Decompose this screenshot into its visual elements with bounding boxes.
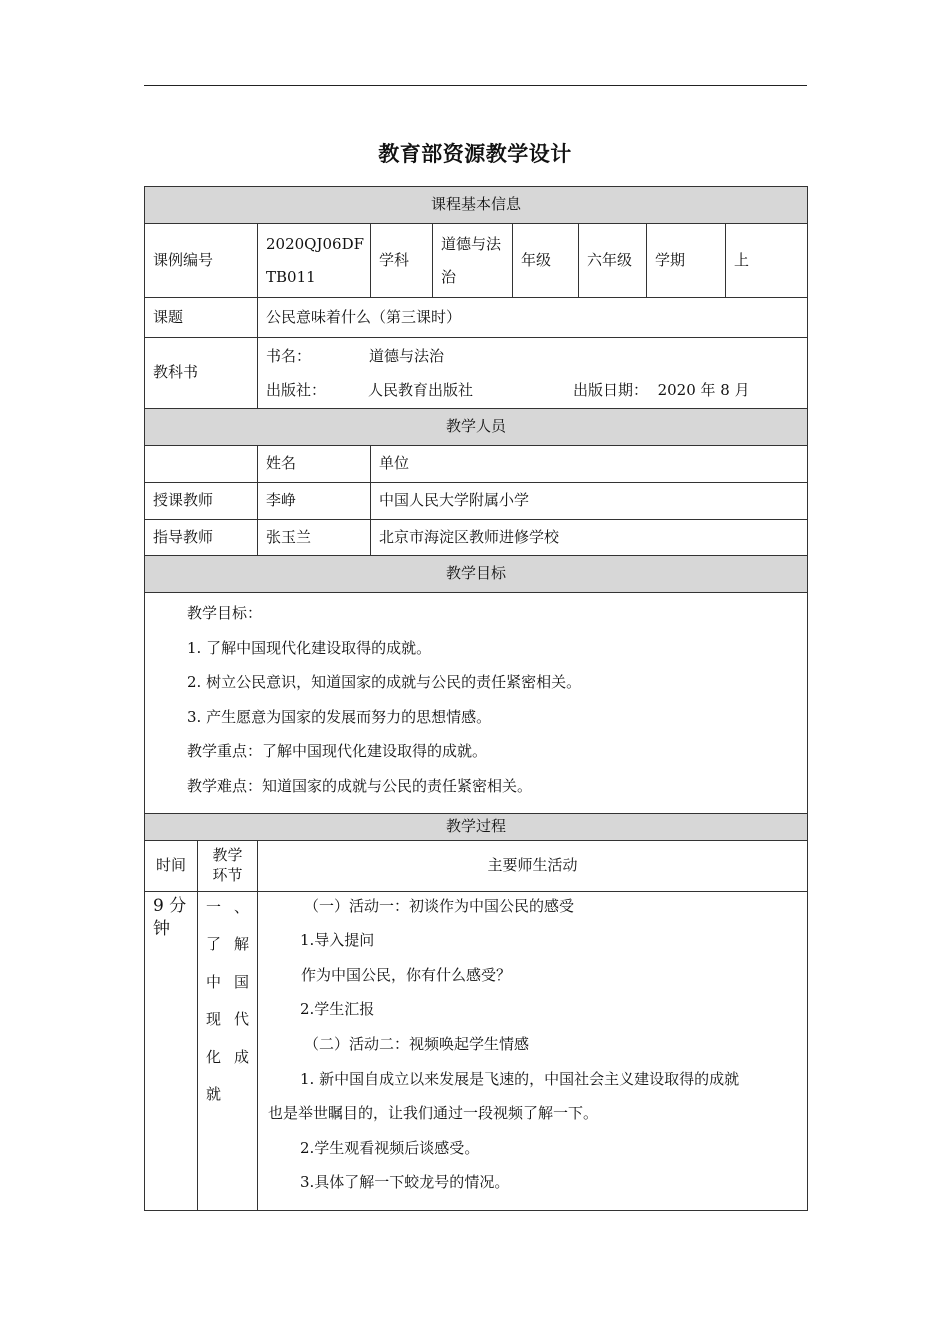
staff-row [145, 520, 808, 556]
stage-char: 就 [206, 1085, 222, 1104]
process-col-stage-line2: 环节 [212, 865, 243, 884]
stage-char: 解 [233, 935, 249, 954]
objective-line: 教学难点：知道国家的成就与公民的责任紧密相关。 [187, 776, 533, 795]
book-name-value: 道德与法治 [369, 346, 445, 365]
case-id-value [258, 224, 371, 298]
pub-date-label: 出版日期： [573, 381, 649, 399]
pub-date-value: 2020 年 8 月 [657, 381, 750, 399]
subject-value [433, 224, 513, 298]
stage-char: 国 [233, 972, 249, 991]
activity-line: 1.导入提问 [300, 931, 375, 950]
objective-line: 教学重点：了解中国现代化建设取得的成就。 [187, 742, 488, 761]
case-id-line2: TB011 [266, 267, 316, 286]
stage-char: 中 [206, 972, 222, 991]
stage-cell [198, 891, 258, 1210]
activity-line: 3.具体了解一下蛟龙号的情况。 [300, 1173, 510, 1192]
objectives-header: 教学目标 [145, 556, 808, 593]
textbook-label: 教科书 [145, 338, 258, 409]
process-col-stage [198, 840, 258, 891]
activity-line: 作为中国公民，你有什么感受？ [301, 965, 512, 984]
document-title: 教育部资源教学设计 [378, 142, 572, 166]
staff-name: 李峥 [258, 483, 371, 520]
term-label: 学期 [647, 224, 726, 298]
case-id-label: 课例编号 [145, 224, 258, 298]
case-id-line1: 2020QJ06DF [266, 234, 365, 253]
subject-line1: 道德与法 [441, 234, 502, 253]
publisher-value: 人民教育出版社 [368, 381, 474, 399]
header-rule [144, 85, 807, 86]
staff-name-col: 姓名 [258, 446, 371, 483]
activity-line: 1. 新中国自成立以来发展是飞速的，中国社会主义建设取得的成就 [300, 1069, 740, 1088]
process-col-stage-line1: 教学 [212, 846, 243, 865]
staff-empty-cell [145, 446, 258, 483]
process-header: 教学过程 [145, 813, 808, 840]
lesson-plan-table [144, 186, 808, 1211]
stage-char: 化 [206, 1047, 222, 1066]
subject-label: 学科 [371, 224, 433, 298]
grade-label: 年级 [513, 224, 579, 298]
stage-char: 了 [206, 935, 222, 954]
objective-line: 1. 了解中国现代化建设取得的成就。 [187, 638, 432, 657]
topic-value: 公民意味着什么（第三课时） [258, 298, 808, 338]
staff-role: 授课教师 [145, 483, 258, 520]
staff-unit: 北京市海淀区教师进修学校 [371, 520, 808, 556]
course-info-header: 课程基本信息 [145, 187, 808, 224]
time-line1: 9 分 [153, 895, 187, 916]
staff-role: 指导教师 [145, 520, 258, 556]
subject-line2: 治 [441, 267, 457, 286]
stage-char: 成 [233, 1047, 249, 1066]
time-line2: 钟 [153, 919, 170, 940]
topic-label: 课题 [145, 298, 258, 338]
stage-char: 现 [206, 1010, 222, 1029]
activity-cell [258, 891, 808, 1210]
time-cell [145, 891, 198, 1210]
staff-name: 张玉兰 [258, 520, 371, 556]
stage-char: 、 [233, 897, 249, 916]
objectives-body [145, 593, 808, 814]
activity-line: （一）活动一：初谈作为中国公民的感受 [304, 896, 575, 915]
book-name-label: 书名： [266, 346, 312, 365]
objective-line: 3. 产生愿意为国家的发展而努力的思想情感。 [187, 707, 492, 726]
objective-line: 2. 树立公民意识，知道国家的成就与公民的责任紧密相关。 [187, 673, 582, 692]
activity-line: 也是举世瞩目的，让我们通过一段视频了解一下。 [268, 1104, 599, 1123]
stage-char: 代 [233, 1010, 249, 1029]
activity-line: 2.学生汇报 [300, 1000, 375, 1019]
grade-value: 六年级 [579, 224, 647, 298]
term-value: 上 [726, 224, 808, 298]
process-col-activity: 主要师生活动 [258, 840, 808, 891]
textbook-info [258, 338, 808, 409]
staff-header: 教学人员 [145, 409, 808, 446]
stage-char: 一 [206, 897, 222, 916]
objective-line: 教学目标： [187, 604, 263, 622]
activity-line: （二）活动二：视频唤起学生情感 [304, 1034, 530, 1053]
staff-unit-col: 单位 [371, 446, 808, 483]
staff-unit: 中国人民大学附属小学 [371, 483, 808, 520]
staff-row [145, 483, 808, 520]
publisher-label: 出版社： [266, 381, 327, 399]
activity-line: 2.学生观看视频后谈感受。 [300, 1138, 480, 1157]
process-col-time: 时间 [145, 840, 198, 891]
